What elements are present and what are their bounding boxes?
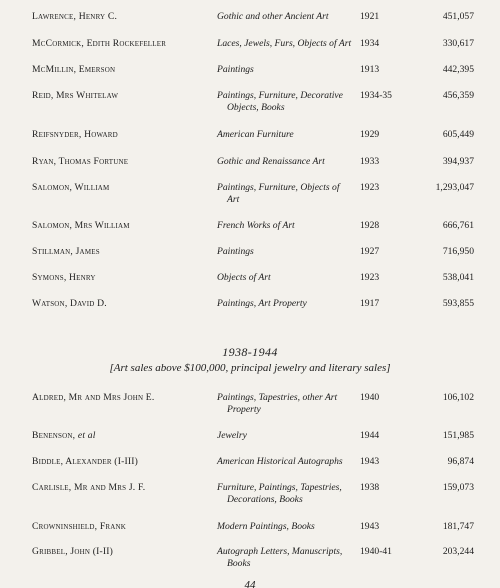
sale-amount: 181,747 <box>442 521 474 532</box>
sale-year: 1943 <box>360 456 380 467</box>
sale-amount: 451,057 <box>442 11 474 22</box>
collector-name: Stillman, James <box>32 246 100 257</box>
sale-amount: 96,874 <box>447 456 474 467</box>
collection-description: Gothic and Renaissance Art <box>217 156 325 167</box>
sale-amount: 605,449 <box>442 129 474 140</box>
sale-amount: 1,293,047 <box>435 182 474 193</box>
sale-amount: 442,395 <box>442 64 474 75</box>
sale-year: 1934-35 <box>360 90 392 101</box>
section-subheading: [Art sales above $100,000, principal jewelry and literary sales] <box>109 362 391 374</box>
sale-amount: 203,244 <box>442 546 474 557</box>
collector-name: Ryan, Thomas Fortune <box>32 156 129 167</box>
sale-amount: 593,855 <box>442 298 474 309</box>
sale-year: 1943 <box>360 521 380 532</box>
sale-year: 1923 <box>360 272 380 283</box>
sale-year: 1929 <box>360 129 380 140</box>
collection-description: Jewelry <box>217 430 247 441</box>
collector-name: Lawrence, Henry C. <box>32 11 118 22</box>
collector-name: Reid, Mrs Whitelaw <box>32 90 119 101</box>
sale-amount: 159,073 <box>442 482 474 493</box>
collector-name: Reifsnyder, Howard <box>32 129 118 140</box>
page-number: 44 <box>244 579 256 588</box>
collector-name: Watson, David D. <box>32 298 107 309</box>
sale-amount: 151,985 <box>442 430 474 441</box>
sale-year: 1921 <box>360 11 380 22</box>
sale-amount: 106,102 <box>442 392 474 403</box>
collector-name: Benenson, et al <box>32 430 96 441</box>
sale-amount: 716,950 <box>442 246 474 257</box>
sale-year: 1917 <box>360 298 380 309</box>
collector-name: Crowninshield, Frank <box>32 521 127 532</box>
sale-year: 1944 <box>360 430 380 441</box>
sale-year: 1913 <box>360 64 380 75</box>
collector-name: Salomon, Mrs William <box>32 220 130 231</box>
sale-amount: 538,041 <box>442 272 474 283</box>
collection-description: Laces, Jewels, Furs, Objects of Art <box>217 38 352 49</box>
collection-description: Furniture, Paintings, Tapestries, Decorations, Books <box>217 482 342 505</box>
sale-year: 1934 <box>360 38 380 49</box>
collection-description: Paintings, Furniture, Decorative Objects, Books <box>217 90 343 113</box>
sale-amount: 456,359 <box>442 90 474 101</box>
collector-name: Symons, Henry <box>32 272 96 283</box>
collector-name: Salomon, William <box>32 182 110 193</box>
collection-description: Paintings <box>217 246 254 257</box>
sale-amount: 666,761 <box>442 220 474 231</box>
collection-description: Paintings <box>217 64 254 75</box>
collector-name: Biddle, Alexander (I-III) <box>32 456 139 467</box>
sale-amount: 394,937 <box>442 156 474 167</box>
sale-year: 1938 <box>360 482 380 493</box>
collection-description: Gothic and other Ancient Art <box>217 11 329 22</box>
sale-amount: 330,617 <box>442 38 474 49</box>
collection-description: Paintings, Art Property <box>217 298 307 309</box>
collector-name: McCormick, Edith Rockefeller <box>32 38 167 49</box>
sale-year: 1940 <box>360 392 380 403</box>
sale-year: 1940-41 <box>360 546 392 557</box>
collection-description: Paintings, Tapestries, other Art Property <box>217 392 338 415</box>
collection-description: French Works of Art <box>217 220 295 231</box>
collection-description: Modern Paintings, Books <box>217 521 315 532</box>
collection-description: Paintings, Furniture, Objects of Art <box>217 182 340 205</box>
sale-year: 1923 <box>360 182 380 193</box>
sale-year: 1927 <box>360 246 380 257</box>
collection-description: Autograph Letters, Manuscripts, Books <box>217 546 343 569</box>
collector-name: Aldred, Mr and Mrs John E. <box>32 392 155 403</box>
collection-description: American Furniture <box>217 129 294 140</box>
collection-description: American Historical Autographs <box>217 456 343 467</box>
collector-name: Carlisle, Mr and Mrs J. F. <box>32 482 146 493</box>
sale-year: 1928 <box>360 220 380 231</box>
section-heading: 1938-1944 <box>222 345 278 359</box>
sale-year: 1933 <box>360 156 380 167</box>
collection-description: Objects of Art <box>217 272 271 283</box>
collector-name: McMillin, Emerson <box>32 64 116 75</box>
collector-name: Gribbel, John (I-II) <box>32 546 114 557</box>
